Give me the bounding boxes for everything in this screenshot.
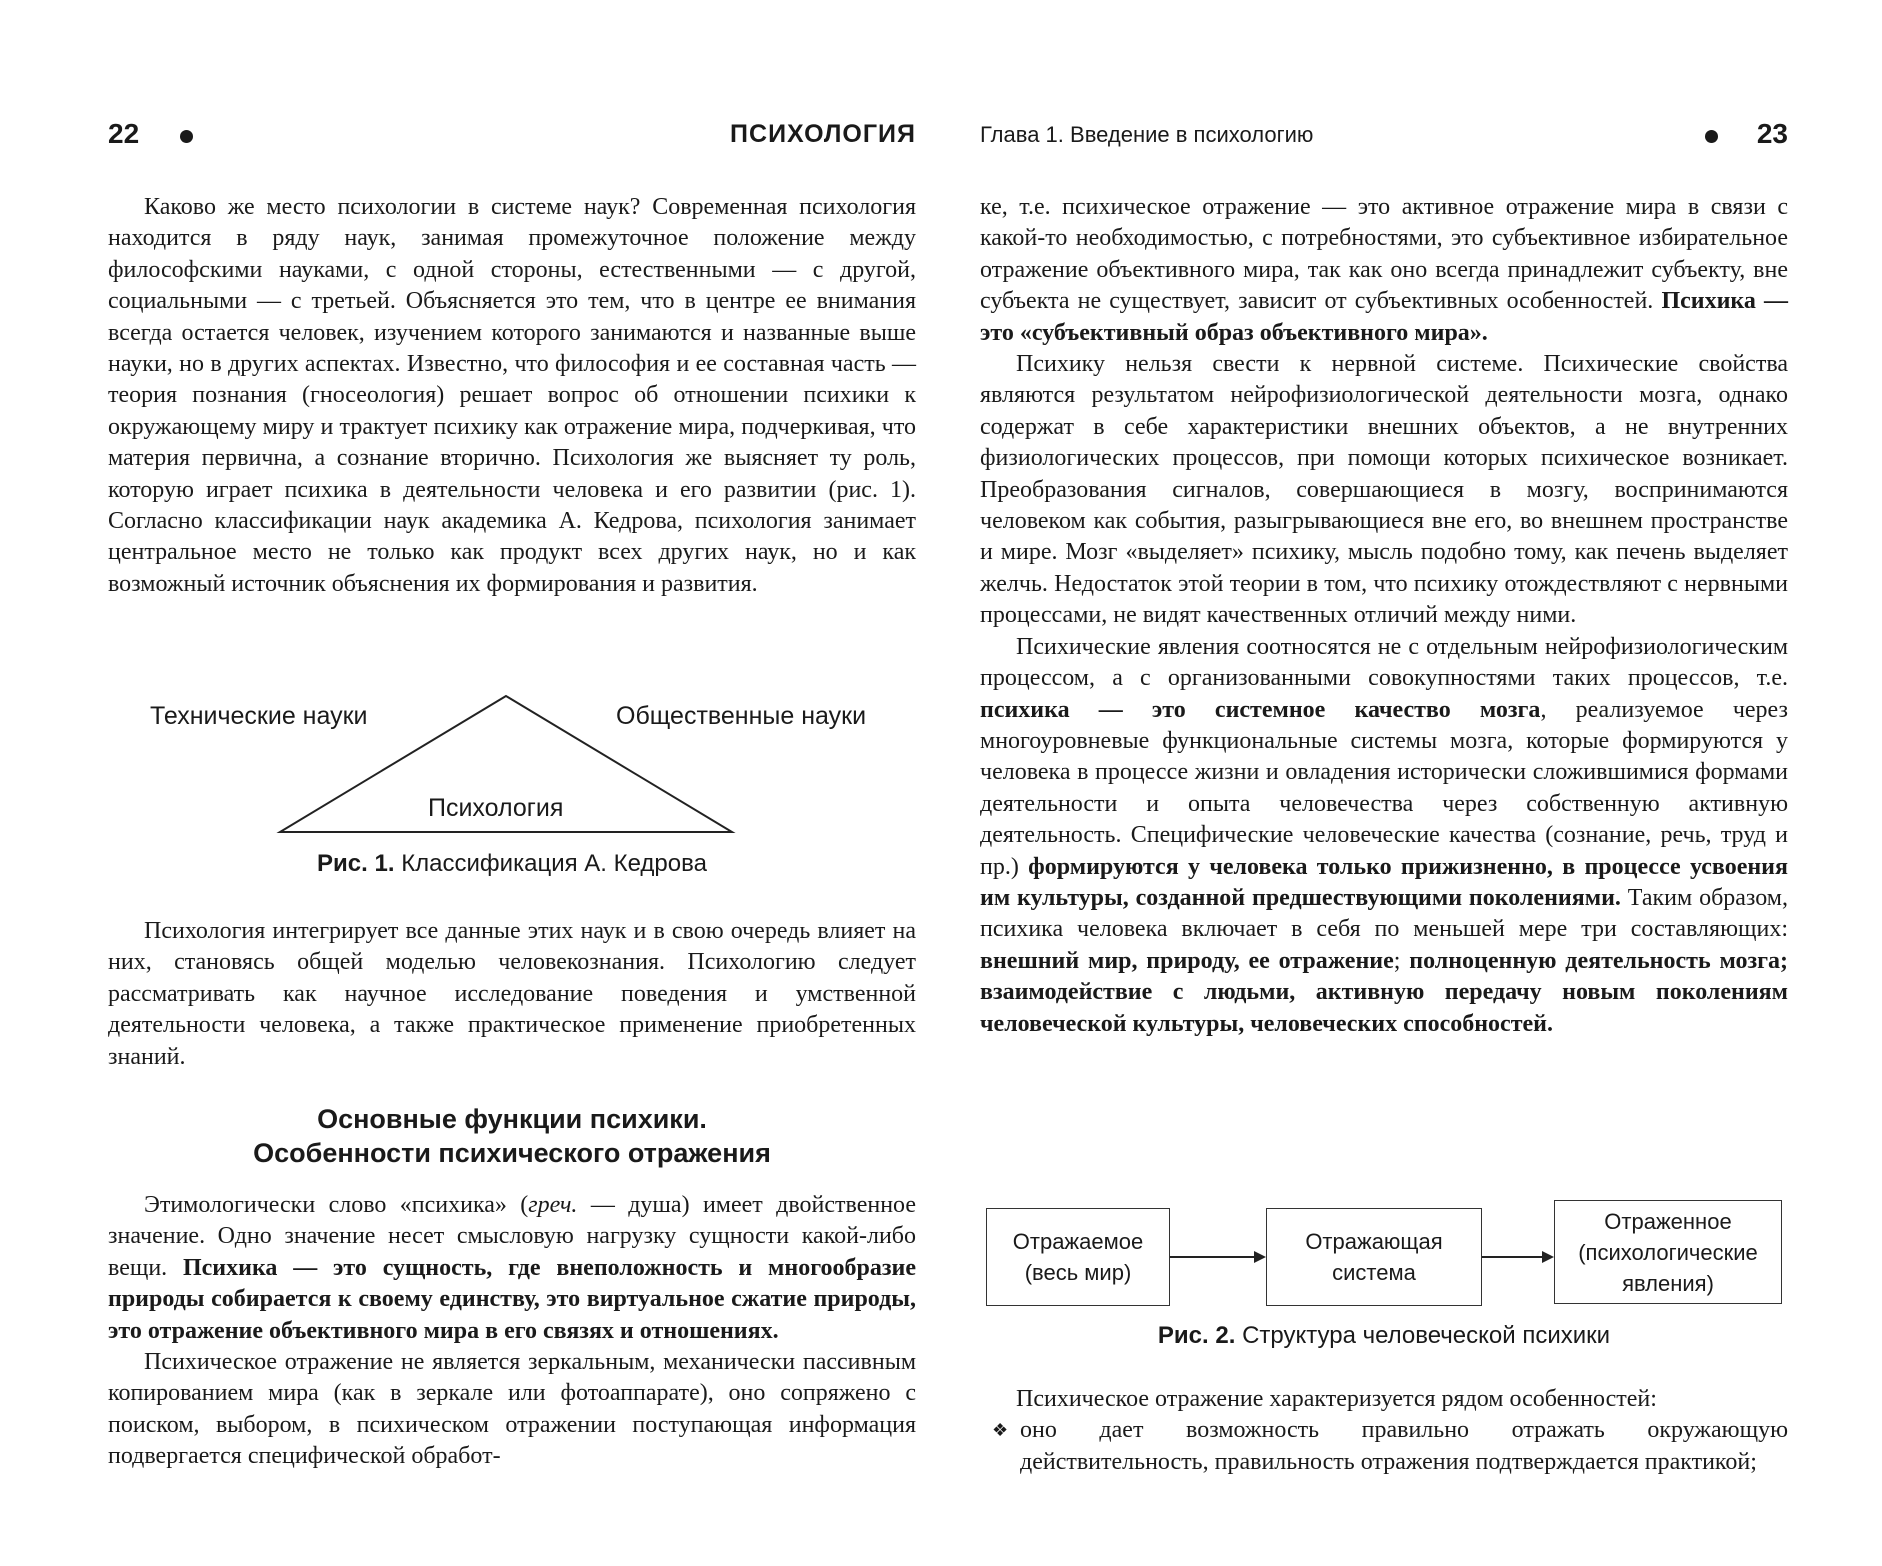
chapter-name: Введение в психологию bbox=[1070, 122, 1314, 147]
features-list bbox=[980, 1415, 1788, 1478]
system-text-2: , реализуемое через многоуровневые функциональные системы мозга, которые формируются у человека в процессе жизни и овладения исторически сложившимися формами деятельности и опыта человечества через собственную активную деятельность. Специфические человеческие качества (сознание, речь, труд и пр.) bbox=[980, 696, 1788, 880]
figure-2-caption-number: Рис. 2. bbox=[1157, 1322, 1236, 1349]
diamond-bullet-icon: ❖ bbox=[992, 1420, 1009, 1441]
chapter-label: Глава 1. bbox=[980, 122, 1064, 147]
intro-paragraph: Каково же место психологии в системе наук? Современная психология находится в ряду наук, занимая промежуточное положение между философскими науками, с одной стороны, естественными — с другой, социальными — с третьей. Объясняется это тем, что в центре ее внимания всегда остается человек, изучением которого занимаются и названные выше науки, но в других аспектах. Известно, что философия и ее составная часть — теория познания (гносеология) решает вопрос об отношении психики к окружающему миру и трактует психику как отражение мира, подчеркивая, что материя первична, а сознание вторично. Психология же выясняет ту роль, которую играет психика в деятельности человека и его развитии (рис. 1). Согласно классификации наук академика А. Кедрова, психология занимает центральное место не только как продукт всех других наук, но и как возможный источник объяснения их формирования и развития. bbox=[108, 194, 916, 597]
box-reflected-world: Отражаемое (весь мир) bbox=[986, 1208, 1170, 1306]
continuation-text: ке, т.е. психическое отражение — это активное отражение мира в связи с какой-то необходимостью, с потребностями, это субъективное избирательное отражение объективного мира, так как оно всегда принадлежит субъекту, вне субъекта не существует, зависит от субъективных особенностей. bbox=[980, 194, 1788, 315]
system-text-1: Психические явления соотносятся не с отдельным нейрофизиологическим процессом, а с организованными совокупностями таких процессов, т.е. bbox=[980, 633, 1788, 692]
system-text-4: ; bbox=[1393, 947, 1410, 974]
etymology-text-2: — душа) имеет двойственное значение. Одно значение несет смысловую нагрузку сущности какой-либо вещи. bbox=[108, 1192, 916, 1281]
bullet-dot-icon bbox=[1705, 130, 1718, 143]
etymology-text-1: Этимологически слово «психика» ( bbox=[144, 1192, 529, 1218]
flow-arrows bbox=[980, 1196, 1788, 1316]
figure-1 bbox=[108, 680, 916, 880]
system-bold-3: внешний мир, природу, ее отражение bbox=[980, 947, 1394, 974]
figure-2-caption bbox=[980, 1322, 1788, 1350]
right-page bbox=[980, 0, 1788, 1566]
integration-text-block bbox=[108, 916, 916, 1073]
intro-text-block bbox=[108, 192, 916, 600]
features-text-block bbox=[980, 1384, 1788, 1478]
paragraph-etymology bbox=[108, 1190, 916, 1347]
system-bold-4: полноценную деятельность мозга; взаимодействие с людьми, активную передачу новым поколениям человеческой культуры, человеческих способностей. bbox=[980, 947, 1789, 1037]
label-psychology: Психология bbox=[428, 794, 564, 822]
figure-1-caption-number: Рис. 1. bbox=[317, 850, 395, 877]
figure-2-caption-text: Структура человеческой психики bbox=[1242, 1322, 1611, 1349]
box-reflected-phenomena: Отраженное (психологические явления) bbox=[1554, 1200, 1782, 1304]
section-heading-line-2: Особенности психического отражения bbox=[253, 1138, 771, 1168]
running-header-right bbox=[980, 116, 1788, 156]
arrow-right-icon bbox=[1254, 1251, 1266, 1263]
section-heading-line-1: Основные функции психики. bbox=[317, 1104, 707, 1134]
running-header-left bbox=[108, 116, 916, 156]
list-item-text: оно дает возможность правильно отражать окружающую действительность, правильность отражения подтверждается практикой; bbox=[1020, 1417, 1788, 1475]
book-title: ПСИХОЛОГИЯ bbox=[730, 120, 916, 148]
page-number-right: 23 bbox=[1756, 118, 1788, 149]
page-number-left: 22 bbox=[108, 118, 140, 149]
paragraph-system-quality bbox=[980, 632, 1788, 1040]
paragraph-reflection: Психическое отражение не является зеркальным, механически пассивным копированием мира (как в зеркале или фотоаппарате), оно сопряжено с поиском, выбором, в психическом отражении поступающая информация подвергается специфической обработ- bbox=[108, 1349, 916, 1470]
arrow-right-icon bbox=[1542, 1251, 1554, 1263]
etymology-definition: Психика — это сущность, где внеположность и многообразие природы собирается к своему единству, это виртуальное сжатие природы, это отражение объективного мира в его связях и отношениях. bbox=[108, 1254, 916, 1344]
left-page bbox=[108, 0, 916, 1566]
etymology-text-block bbox=[108, 1190, 916, 1473]
section-heading bbox=[108, 1102, 916, 1170]
list-item bbox=[980, 1415, 1788, 1478]
right-text-block bbox=[980, 192, 1788, 1040]
etymology-italic: греч. bbox=[528, 1192, 578, 1218]
paragraph-continuation bbox=[980, 192, 1788, 349]
system-bold-2: формируются у человека только прижизненно, в процессе усвоения им культуры, созданной предшествующими поколениями. bbox=[980, 853, 1788, 911]
features-intro: Психическое отражение характеризуется рядом особенностей: bbox=[1016, 1386, 1657, 1412]
chapter-title bbox=[980, 122, 1313, 148]
label-social-sciences: Общественные науки bbox=[616, 702, 867, 730]
paragraph-integrates: Психология интегрирует все данные этих наук и в свою очередь влияет на них, становясь общей моделью человекознания. Психологию следует рассматривать как научное исследование поведения и умственной деятельности человека, а также практическое применение приобретенных знаний. bbox=[108, 918, 916, 1070]
bullet-dot-icon bbox=[180, 130, 193, 143]
figure-1-caption-text: Классификация А. Кедрова bbox=[401, 850, 707, 877]
label-technical-sciences: Технические науки bbox=[150, 702, 368, 730]
continuation-definition: Психика — это «субъективный образ объективного мира». bbox=[980, 288, 1789, 346]
paragraph-nervous-system: Психику нельзя свести к нервной системе. Психические свойства являются результатом нейрофизиологической деятельности мозга, однако содержат в себе характеристики внешних объектов, а не внутренних физиологических процессов, при помощи которых психическое возникает. Преобразования сигналов, совершающиеся в мозгу, воспринимаются человеком как события, разыгрывающиеся вне его, во внешнем пространстве и мире. Мозг «выделяет» психику, мысль подобно тому, как печень выделяет желчь. Недостаток этой теории в том, что психику отождествляют с нервными процессами, не видят качественных отличий между ними. bbox=[980, 351, 1788, 629]
figure-2 bbox=[980, 1196, 1788, 1356]
system-bold-1: психика — это системное качество мозга bbox=[980, 696, 1541, 723]
box-reflecting-system: Отражающая система bbox=[1266, 1208, 1482, 1306]
figure-1-caption bbox=[108, 850, 916, 878]
system-text-3: Таким образом, психика человека включает в себя по меньшей мере три составляющих: bbox=[980, 884, 1788, 943]
